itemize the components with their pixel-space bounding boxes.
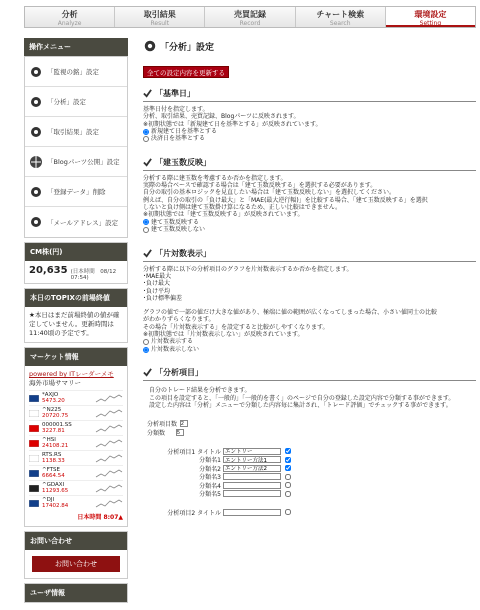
class1-input[interactable] (223, 456, 281, 463)
market-subtitle: 海外市場サマリー (29, 379, 81, 387)
sparkline-icon (95, 497, 123, 510)
topix-text: ★本日はまだ前場終値の値が確定していません。更新時間は11:40頃の予定です。 (29, 311, 120, 337)
user-box: ユーザ情報 (24, 583, 128, 603)
class3-checkbox[interactable] (285, 474, 291, 480)
tab-search[interactable]: チャート検索 Search (296, 7, 386, 27)
sparkline-icon (95, 422, 123, 435)
sidebar-item-blog[interactable]: 「Blogパーツ公開」設定 (25, 147, 127, 177)
section-analysis-items: 「分析項目」 (143, 367, 476, 381)
section-semilog: 「片対数表示」 (143, 248, 476, 262)
sparkline-icon (95, 482, 123, 495)
tab-analyze[interactable]: 分析 Analyze (25, 7, 115, 27)
class5-checkbox[interactable] (285, 491, 291, 497)
tab-record[interactable]: 売買記録 Record (205, 7, 295, 27)
topix-box: 本日のTOPIXの前場終値 ★本日はまだ前場終値の値が確定していません。更新時間は11:40頃の予定です。 (24, 288, 128, 343)
flag-icon (29, 455, 39, 462)
radio-open-date[interactable] (143, 129, 149, 135)
contact-box: お問い合わせ お問い合わせ (24, 531, 128, 579)
item2-title-input[interactable] (223, 509, 281, 516)
class4-checkbox[interactable] (285, 482, 291, 488)
sparkline-icon (95, 392, 123, 405)
radio-reflect-size[interactable] (143, 219, 149, 225)
section-position-size: 「建玉数反映」 (143, 157, 476, 171)
class3-input[interactable] (223, 473, 281, 480)
flag-icon (29, 440, 39, 447)
market-row: ^N225 20720.75 (29, 405, 123, 420)
market-footer: 日本時間 8:07▲ (77, 514, 123, 521)
sidebar (24, 38, 128, 603)
item2-title-checkbox[interactable] (285, 509, 291, 515)
contact-button[interactable]: お問い合わせ (32, 556, 120, 572)
top-navigation (24, 6, 476, 28)
item1-title-checkbox[interactable] (285, 448, 291, 454)
sidebar-item-delete-data[interactable]: 「登録データ」削除 (25, 177, 127, 207)
radio-semilog-on[interactable] (143, 339, 149, 345)
cm-value: 20,635 (29, 265, 68, 276)
gear-icon (28, 214, 44, 230)
class2-checkbox[interactable] (285, 465, 291, 471)
sidebar-menu (24, 56, 128, 238)
cm-time: (日本時間 08/12 07:54) (70, 269, 117, 281)
gear-icon (28, 94, 44, 110)
radio-settle-date[interactable] (143, 136, 149, 142)
sparkline-icon (95, 452, 123, 465)
class5-input[interactable] (223, 490, 281, 497)
sidebar-item-email[interactable]: 「メールアドレス」設定 (25, 207, 127, 237)
market-row: RTS.RS 1138.33 (29, 450, 123, 465)
check-icon (143, 249, 152, 258)
check-icon (143, 89, 152, 98)
class1-checkbox[interactable] (285, 457, 291, 463)
market-row: 000001.SS 3227.81 (29, 420, 123, 435)
gear-icon (143, 39, 157, 53)
item-count-input[interactable] (180, 420, 188, 427)
update-all-button[interactable]: 全ての設定内容を更新する (143, 66, 229, 78)
market-row: ^DJI 17402.84 (29, 495, 123, 510)
item1-title-input[interactable] (223, 448, 281, 455)
gear-icon (28, 124, 44, 140)
market-row: *AXJO 5473.20 (29, 390, 123, 405)
sidebar-item-analysis[interactable]: 「分析」設定 (25, 87, 127, 117)
radio-not-reflect-size[interactable] (143, 227, 149, 233)
sidebar-item-result[interactable]: 「取引結果」設定 (25, 117, 127, 147)
page-title: 「分析」設定 (143, 38, 476, 54)
sidebar-item-watchlist[interactable]: 「監視の銘」設定 (25, 57, 127, 87)
gear-icon (28, 184, 44, 200)
market-box: マーケット情報 powered by ITレーダーメモ 海外市場サマリー *AXJO 5473.20 ^N225 20720.75 000001.SS 3227.81 ^HSI 24108.21 RTS.RS 1138.33 ^FTSE 6664.54 ^GDAXI 11293.65 ^DJI 17402.84 日本時間 8:07▲ (24, 347, 128, 527)
flag-icon (29, 395, 39, 402)
market-row: ^HSI 24108.21 (29, 435, 123, 450)
section-base-date: 「基準日」 (143, 88, 476, 102)
sparkline-icon (95, 467, 123, 480)
flag-icon (29, 500, 39, 507)
sparkline-icon (95, 407, 123, 420)
gear-icon (28, 64, 44, 80)
flag-icon (29, 425, 39, 432)
flag-icon (29, 410, 39, 417)
market-row: ^GDAXI 11293.65 (29, 480, 123, 495)
tab-setting[interactable]: 環境設定 Setting (386, 7, 475, 27)
menu-title: 操作メニュー (24, 38, 128, 56)
check-icon (143, 158, 152, 167)
radio-semilog-off[interactable] (143, 347, 149, 353)
flag-icon (29, 485, 39, 492)
class4-input[interactable] (223, 482, 281, 489)
market-link[interactable]: powered by ITレーダーメモ (29, 370, 114, 378)
tab-result[interactable]: 取引結果 Result (115, 7, 205, 27)
globe-icon (28, 154, 44, 170)
flag-icon (29, 470, 39, 477)
main-content: 「分析」設定 全ての設定内容を更新する 「基準日」 基準日付を指定します。 分析、取引結果、売買記録、Blogパーツに反映されます。 ※初期状態では「新規建て日を基準とする」が反映されています。 新規建て日を基準とする 決済日を基準とする 「建玉数反映」 分析する際に建玉数を考慮するか否かを指定します。 実際の場合ベースで確認する場合は「建て玉数反映する」を選択する必要があります。 自分の取引の基本ロジックを見直したい場合は「建て玉数反映しない」を選択してください。 例えば、自分の取引の「負け最大」と「MAE(最大逆行幅)」を比較する場合、「建て玉数反映する」を選択 しないと負け側は建て玉数掛け算になるため、正しい比較はできません。 ※初期状態では「建て玉数反映する」が反映されています。 建て玉数反映する 建て玉数反映しない 「片対数表示」 分析する際に以下の分析項目のグラフを片対数表示するか否かを指定します。 ･MAE最大 ･負け最大 ･負け平均 ･負け標準偏差 グラフの値で一部の値だけ大きな値があり、極端に値の範囲が広くなってしまった場合、小さい値同士の比較 がわかりずらくなります。 その場合「片対数表示する」を設定すると比較がしやすくなります。 ※初期状態では「片対数表示しない」が反映されています。 片対数表示する 片対数表示しない 「分析項目」 自分のトレード結果を分析できます。 この項目を設定すると、「一般的」「一般的を書く」のページで自分の登録した設定内容で分類する事ができます。 設定した内容は「分析」メニューで分類した内容毎に集計され、「トレード評価」でチェックする事ができます。 分析項目数 2 分類数 5 分析項目1 タイトル エントリー 分類名1 エントリー方法1 分類名2 エントリー方法2 分類名3 分類名4 分類名5 分析項目2 タイトル (143, 38, 476, 517)
sparkline-icon (95, 437, 123, 450)
check-icon (143, 368, 152, 377)
class-count-input[interactable] (176, 429, 184, 436)
cm-box: CM株(円) 20,635 (日本時間 08/12 07:54) (24, 242, 128, 284)
market-row: ^FTSE 6664.54 (29, 465, 123, 480)
class2-input[interactable] (223, 465, 281, 472)
